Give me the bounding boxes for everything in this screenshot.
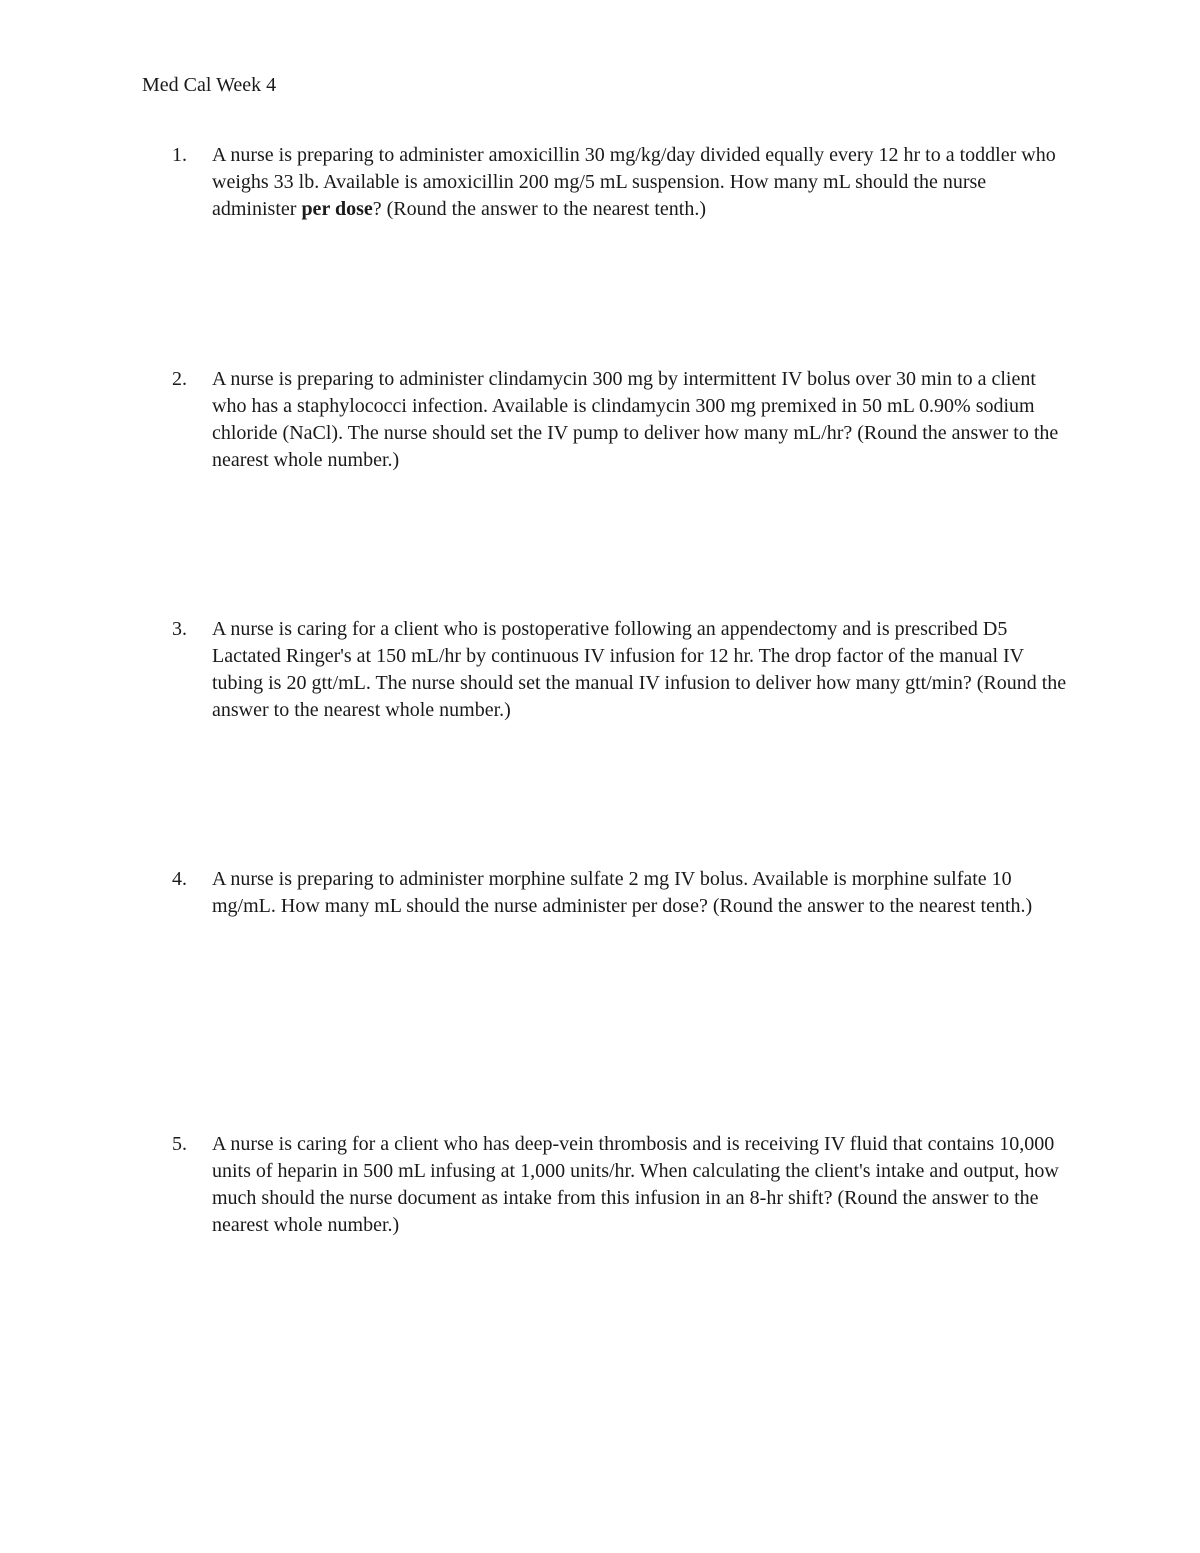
question-item [172, 866, 1072, 920]
question-emphasis: per dose [301, 198, 373, 220]
question-text: A nurse is caring for a client who is postoperative following an appendectomy and is prescribed D5 Lactated Ringer's at 150 mL/hr by continuous IV infusion for 12 hr. The drop factor of the manual IV tubing is 20 gtt/mL. The nurse should set the manual IV infusion to deliver how many gtt/min? (Round the answer to the nearest whole number.) [212, 618, 1067, 721]
question-text: A nurse is preparing to administer clindamycin 300 mg by intermittent IV bolus over 30 min to a client who has a staphylococci infection. Available is clindamycin 300 mg premixed in 50 mL 0.90% sodium chloride (NaCl). The nurse should set the IV pump to deliver how many mL/hr? (Round the answer to the nearest whole number.) [212, 368, 1059, 471]
question-item [172, 1131, 1072, 1239]
question-number: 1. [172, 144, 187, 166]
document-title: Med Cal Week 4 [142, 74, 277, 96]
question-number: 2. [172, 368, 187, 390]
question-text [212, 142, 1072, 223]
question-text-part: A nurse is preparing to administer amoxicillin 30 mg/kg/day divided equally every 12 hr to a toddler who weighs 33 lb. Available is amoxicillin 200 mg/5 mL suspension. How many mL should the nurse administer [212, 144, 1056, 220]
question-item [172, 366, 1072, 474]
question-text: A nurse is preparing to administer morphine sulfate 2 mg IV bolus. Available is morphine sulfate 10 mg/mL. How many mL should the nurse administer per dose? (Round the answer to the nearest tenth.) [212, 868, 1033, 917]
question-item [172, 142, 1072, 223]
question-text-part: ? (Round the answer to the nearest tenth.) [372, 198, 706, 220]
question-number: 5. [172, 1133, 187, 1155]
question-number: 3. [172, 618, 187, 640]
question-text: A nurse is caring for a client who has deep-vein thrombosis and is receiving IV fluid that contains 10,000 units of heparin in 500 mL infusing at 1,000 units/hr. When calculating the client's intake and output, how much should the nurse document as intake from this infusion in an 8-hr shift? (Round the answer to the nearest whole number.) [212, 1133, 1059, 1236]
question-item [172, 616, 1072, 724]
question-number: 4. [172, 868, 187, 890]
